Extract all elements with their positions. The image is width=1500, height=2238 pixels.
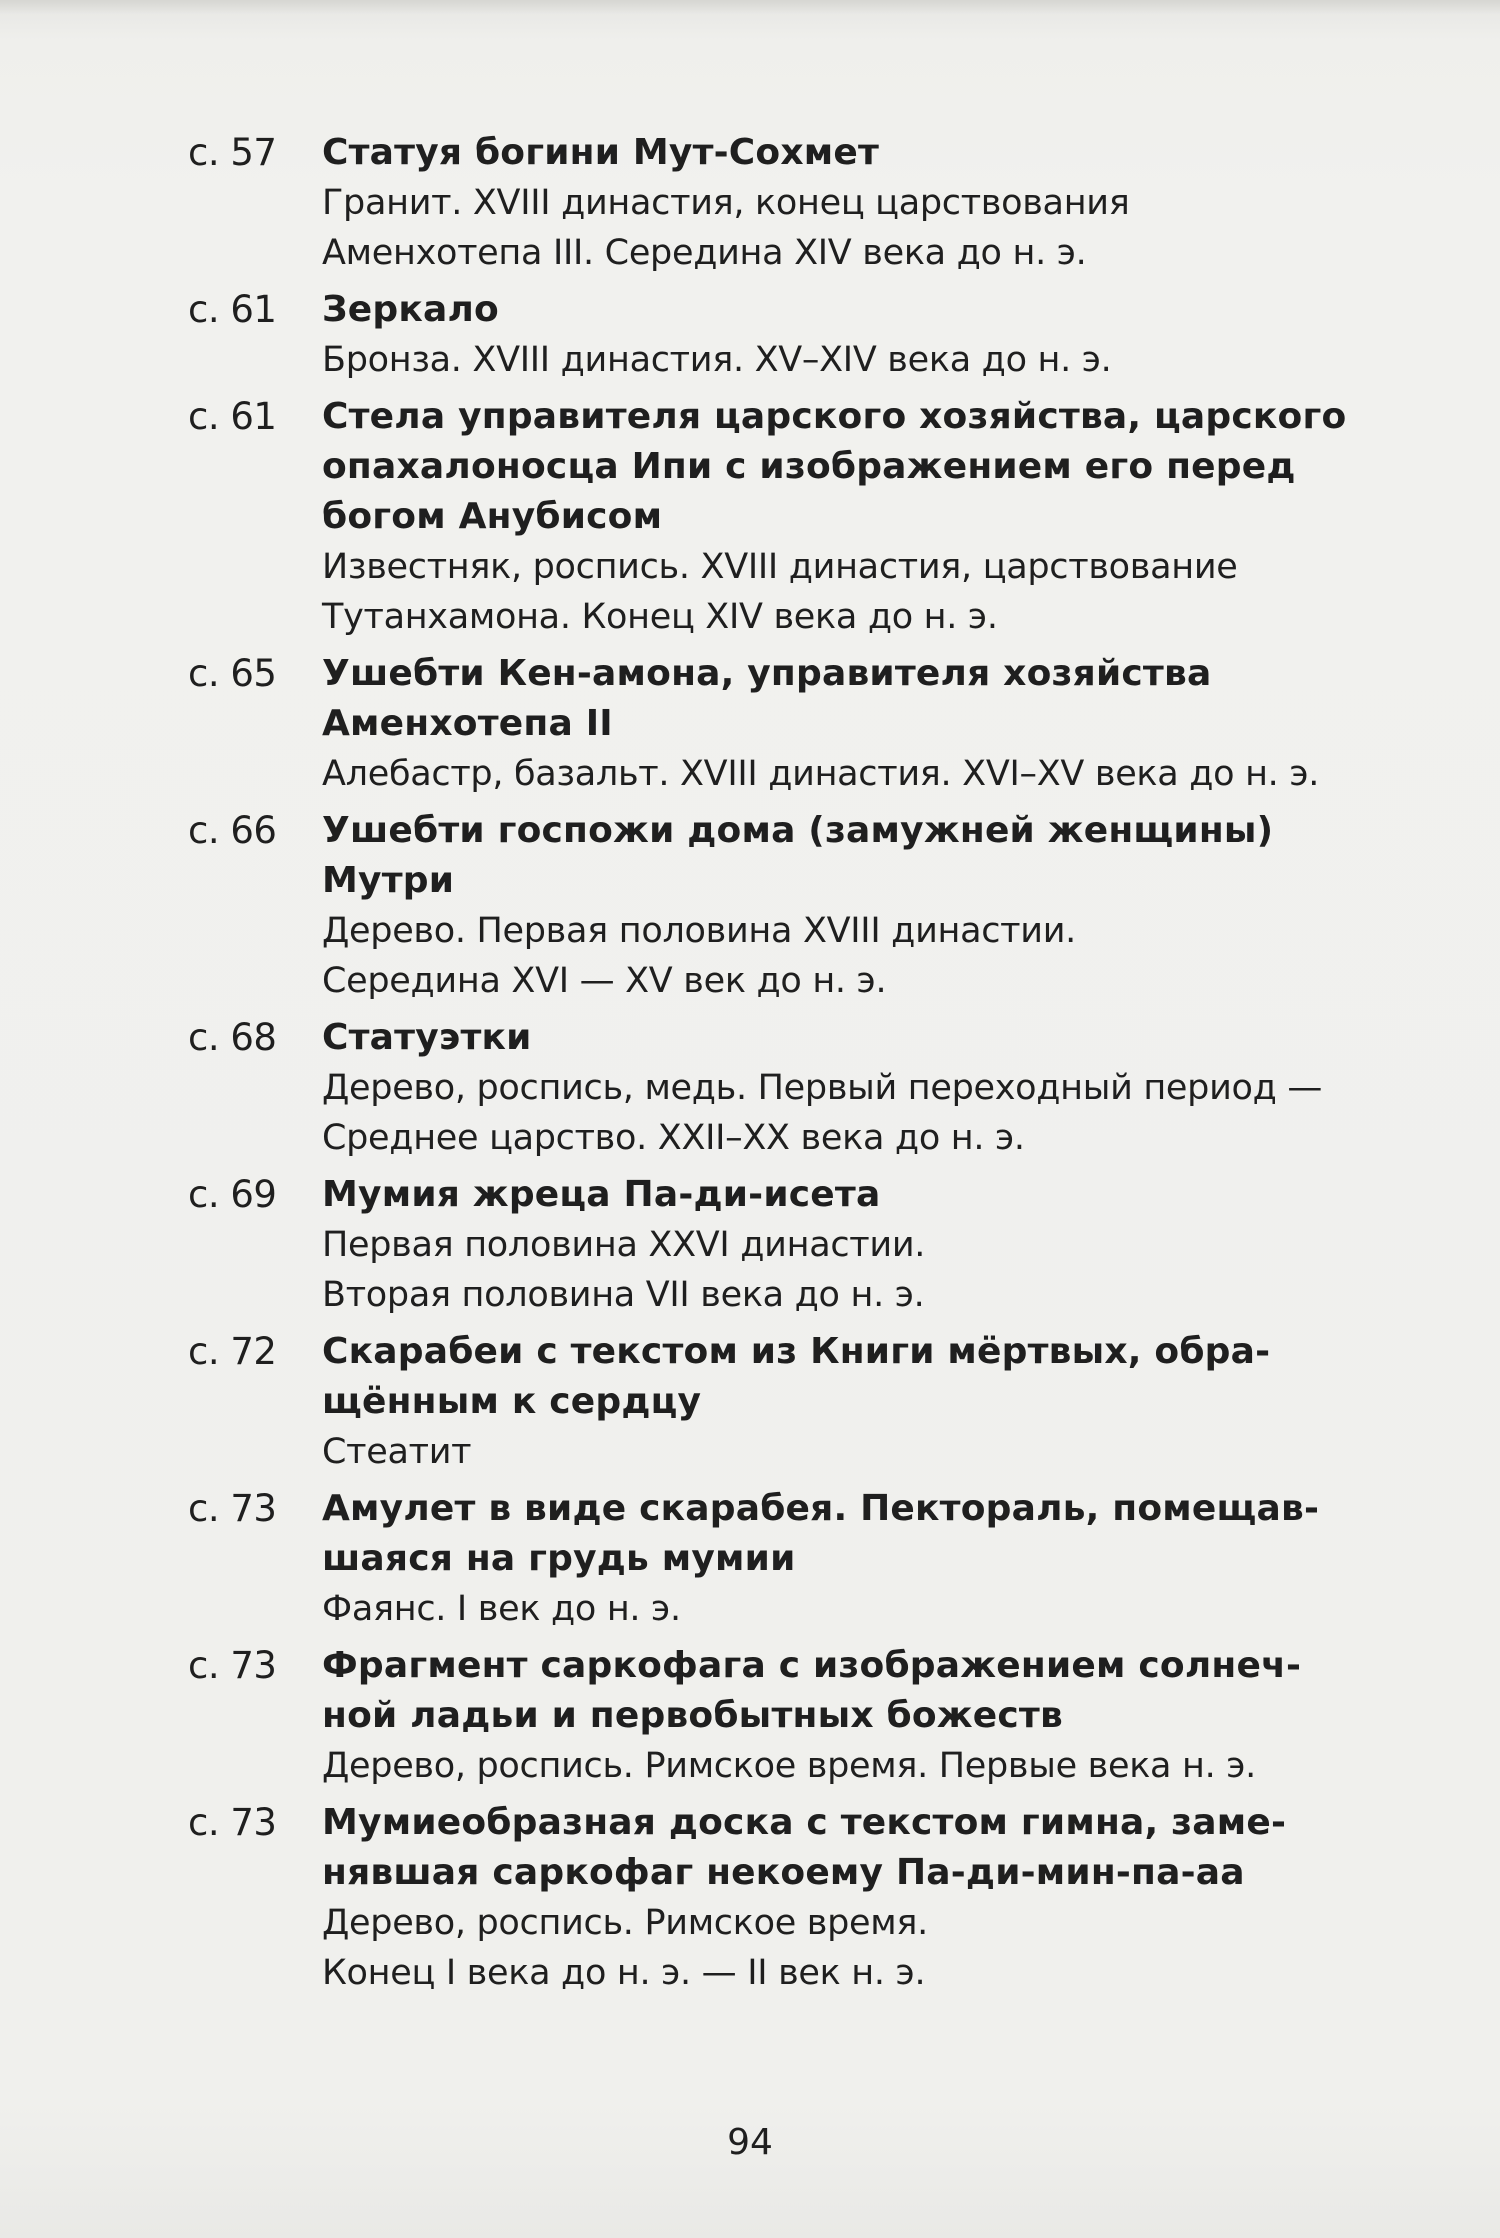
entry-title-line: нявшая саркофаг некоему Па-ди-мин-па-аа	[322, 1852, 1245, 1893]
entry-description-line: Конец I века до н. э. — II век н. э.	[322, 1953, 926, 1993]
entry-title-line: ной ладьи и первобытных божеств	[322, 1695, 1063, 1736]
catalog-entry	[188, 128, 1358, 278]
catalog-entry	[188, 1641, 1358, 1791]
entry-description-line: Алебастр, базальт. XVIII династия. XVI–XV века до н. э.	[322, 754, 1320, 794]
page-reference: с. 73	[188, 1801, 277, 1844]
entry-title-line: Ушебти Кен-амона, управителя хозяйства	[322, 653, 1212, 694]
entry-title-line: Мумиеобразная доска с текстом гимна, заме-	[322, 1802, 1287, 1843]
entry-description-line: Дерево. Первая половина XVIII династии.	[322, 911, 1076, 951]
catalog-entry	[188, 392, 1358, 642]
entry-body	[322, 1484, 1358, 1634]
entry-title-line: Фрагмент саркофага с изображением солнеч-	[322, 1645, 1302, 1686]
entry-body	[322, 806, 1358, 1006]
entry-title-line: Амулет в виде скарабея. Пектораль, помещав-	[322, 1488, 1320, 1529]
page-reference: с. 61	[188, 395, 277, 438]
entry-description-line: Середина XVI — XV век до н. э.	[322, 961, 887, 1001]
page-reference: с. 61	[188, 288, 277, 331]
entry-description-line: Дерево, роспись, медь. Первый переходный период —	[322, 1068, 1323, 1108]
entry-body	[322, 392, 1358, 642]
entry-body	[322, 1013, 1358, 1163]
page-number: 94	[727, 2122, 773, 2163]
entry-description-line: Тутанхамона. Конец XIV века до н. э.	[322, 597, 998, 637]
entry-body	[322, 128, 1358, 278]
entry-description-line: Стеатит	[322, 1432, 472, 1472]
entry-title-line: Аменхотепа II	[322, 703, 613, 744]
entry-body	[322, 1327, 1358, 1477]
entry-title-line: щённым к сердцу	[322, 1381, 702, 1422]
entry-title-line: Статуя богини Мут-Сохмет	[322, 132, 880, 173]
entry-description-line: Известняк, роспись. XVIII династия, царствование	[322, 547, 1238, 587]
entry-title-line: богом Анубисом	[322, 496, 663, 537]
entry-title-line: Зеркало	[322, 289, 499, 330]
catalog-entry	[188, 285, 1358, 385]
entry-body	[322, 649, 1358, 799]
entry-title-line: Мумия жреца Па-ди-исета	[322, 1174, 881, 1215]
catalog-entry	[188, 806, 1358, 1006]
entry-body	[322, 1641, 1358, 1791]
catalog-entry	[188, 1170, 1358, 1320]
entry-title-line: Стела управителя царского хозяйства, царского	[322, 396, 1347, 437]
entry-title-line: шаяся на грудь мумии	[322, 1538, 796, 1579]
page-top-edge	[0, 0, 1500, 14]
entry-description-line: Дерево, роспись. Римское время.	[322, 1903, 928, 1943]
entry-body	[322, 1170, 1358, 1320]
entry-title-line: Скарабеи с текстом из Книги мёртвых, обра-	[322, 1331, 1271, 1372]
entry-description-line: Среднее царство. XXII–XX века до н. э.	[322, 1118, 1025, 1158]
entry-title-line: Статуэтки	[322, 1017, 532, 1058]
page-reference: с. 68	[188, 1016, 277, 1059]
page-reference: с. 73	[188, 1644, 277, 1687]
page-reference: с. 69	[188, 1173, 277, 1216]
page-reference: с. 73	[188, 1487, 277, 1530]
entry-description-line: Первая половина XXVI династии.	[322, 1225, 926, 1265]
entry-description-line: Вторая половина VII века до н. э.	[322, 1275, 925, 1315]
catalog-entry	[188, 1484, 1358, 1634]
entry-body	[322, 285, 1358, 385]
catalog-entry	[188, 1327, 1358, 1477]
entry-description-line: Гранит. XVIII династия, конец царствования	[322, 183, 1130, 223]
entry-description-line: Дерево, роспись. Римское время. Первые века н. э.	[322, 1746, 1256, 1786]
page-reference: с. 66	[188, 809, 277, 852]
entry-title-line: Мутри	[322, 860, 455, 901]
entry-description-line: Бронза. XVIII династия. XV–XIV века до н. э.	[322, 340, 1112, 380]
entry-description-line: Аменхотепа III. Середина XIV века до н. э.	[322, 233, 1087, 273]
page-reference: с. 72	[188, 1330, 277, 1373]
catalog-entries	[188, 128, 1358, 2005]
catalog-entry	[188, 1798, 1358, 1998]
catalog-entry	[188, 1013, 1358, 1163]
entry-title-line: Ушебти госпожи дома (замужней женщины)	[322, 810, 1274, 851]
page-reference: с. 65	[188, 652, 277, 695]
entry-title-line: опахалоносца Ипи с изображением его перед	[322, 446, 1296, 487]
catalog-entry	[188, 649, 1358, 799]
page-reference: с. 57	[188, 131, 277, 174]
entry-body	[322, 1798, 1358, 1998]
entry-description-line: Фаянс. I век до н. э.	[322, 1589, 681, 1629]
